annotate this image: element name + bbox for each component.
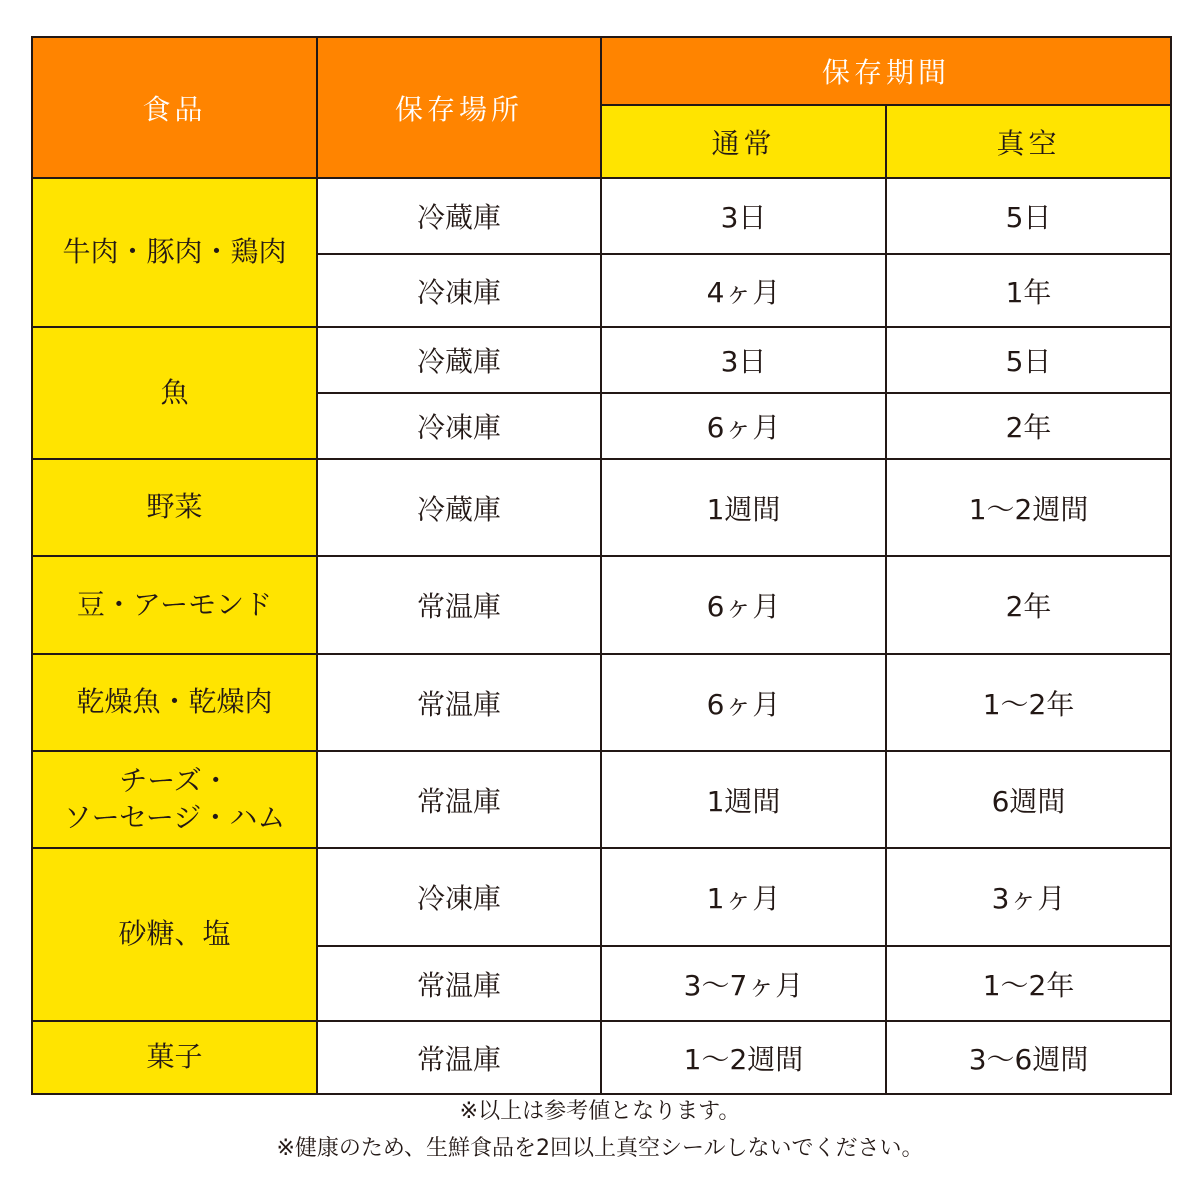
location-cell: 冷凍庫: [317, 254, 601, 327]
normal-period-cell: 6ヶ月: [601, 393, 886, 459]
table-row: [32, 848, 1171, 946]
footnotes: [0, 1093, 1200, 1167]
food-cell: 菓子: [32, 1021, 317, 1094]
header-vacuum: 真空: [886, 105, 1171, 178]
footnote-reference: ※以上は参考値となります。: [459, 1099, 741, 1124]
location-cell: 常温庫: [317, 654, 601, 751]
vacuum-period-cell: 3ヶ月: [886, 848, 1171, 946]
vacuum-period-cell: 1年: [886, 254, 1171, 327]
normal-period-cell: 3日: [601, 178, 886, 254]
header-period: 保存期間: [601, 37, 1171, 105]
table-body: [32, 178, 1171, 1094]
location-cell: 冷凍庫: [317, 393, 601, 459]
vacuum-period-cell: 1〜2週間: [886, 459, 1171, 556]
food-cell: 野菜: [32, 459, 317, 556]
table-row: [32, 459, 1171, 556]
location-cell: 常温庫: [317, 946, 601, 1021]
table-row: [32, 178, 1171, 254]
food-cell: 乾燥魚・乾燥肉: [32, 654, 317, 751]
food-cell: 豆・アーモンド: [32, 556, 317, 654]
vacuum-period-cell: 6週間: [886, 751, 1171, 848]
normal-period-cell: 1〜2週間: [601, 1021, 886, 1094]
location-cell: 常温庫: [317, 556, 601, 654]
table-row: [32, 327, 1171, 393]
location-cell: 冷蔵庫: [317, 178, 601, 254]
location-cell: 冷蔵庫: [317, 327, 601, 393]
location-cell: 冷蔵庫: [317, 459, 601, 556]
food-cell: チーズ・ ソーセージ・ハム: [32, 751, 317, 848]
location-cell: 常温庫: [317, 751, 601, 848]
footnote-health: ※健康のため、生鮮食品を2回以上真空シールしないでください。: [276, 1136, 924, 1161]
table-row: [32, 1021, 1171, 1094]
table-row: [32, 654, 1171, 751]
normal-period-cell: 4ヶ月: [601, 254, 886, 327]
vacuum-period-cell: 1〜2年: [886, 946, 1171, 1021]
vacuum-period-cell: 3〜6週間: [886, 1021, 1171, 1094]
vacuum-period-cell: 5日: [886, 327, 1171, 393]
vacuum-period-cell: 5日: [886, 178, 1171, 254]
location-cell: 冷凍庫: [317, 848, 601, 946]
normal-period-cell: 1週間: [601, 751, 886, 848]
food-cell: 魚: [32, 327, 317, 459]
vacuum-period-cell: 2年: [886, 393, 1171, 459]
food-cell: 牛肉・豚肉・鶏肉: [32, 178, 317, 327]
normal-period-cell: 1週間: [601, 459, 886, 556]
normal-period-cell: 1ヶ月: [601, 848, 886, 946]
header-food: 食品: [32, 37, 317, 178]
food-cell: 砂糖、塩: [32, 848, 317, 1021]
normal-period-cell: 6ヶ月: [601, 654, 886, 751]
table-row: [32, 556, 1171, 654]
table-row: [32, 751, 1171, 848]
storage-table: [31, 36, 1172, 1095]
normal-period-cell: 3〜7ヶ月: [601, 946, 886, 1021]
location-cell: 常温庫: [317, 1021, 601, 1094]
vacuum-period-cell: 2年: [886, 556, 1171, 654]
normal-period-cell: 3日: [601, 327, 886, 393]
normal-period-cell: 6ヶ月: [601, 556, 886, 654]
vacuum-period-cell: 1〜2年: [886, 654, 1171, 751]
header-normal: 通常: [601, 105, 886, 178]
header-location: 保存場所: [317, 37, 601, 178]
table-header: [32, 37, 1171, 178]
